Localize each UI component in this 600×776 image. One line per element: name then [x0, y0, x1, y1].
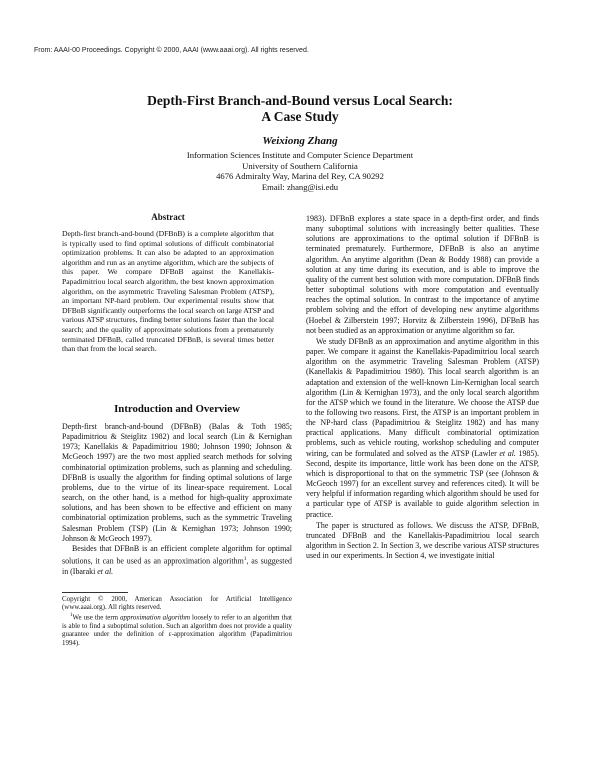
affiliation-university: University of Southern California — [242, 160, 358, 171]
footnote-text-cont: loosely to refer to an algorithm that is able to find a suboptimal solution. Such an algorithm does not provide a quality guarantee under the definition of ε-approximation algorithm (Papadimitriou 1994). — [62, 613, 292, 647]
right-p2-text-cont: 1985). Second, despite its importance, little work has been done on the ATSP, which is disproportional to that on the symmetric TSP (see (Johnson & McGeoch 1997) for an excellent survey and references cited). It will be very helpful if information regarding which algorithm should be used for a particular type of ATSP is available to guide algorithm selection in practice. — [306, 448, 539, 519]
author-affiliation — [0, 150, 600, 192]
footnote-term: approximation algorithm — [120, 613, 191, 622]
intro-paragraph-1: Depth-first branch-and-bound (DFBnB) (Balas & Toth 1985; Papadimitriou & Steiglitz 1982) and local search (Lin & Kernighan 1973; Kanellakis & Papadimitriou 1980; Johnson 1990; Johnson & McGeoch 1997) are the two most applied search methods for solving combinatorial optimization problems, such as planning and scheduling. DFBnB is usually the algorithm for finding optimal solutions of large problems, due to the virtue of its linear-space requirement. Local search, on the other hand, is a method for high-quality approximate solutions, and has been shown to be effective and efficient on many combinatorial optimization problems, such as the symmetric Traveling Salesman Problem (TSP) (Lin & Kernighan 1973; Johnson 1990; Johnson & McGeoch 1997). — [62, 422, 292, 543]
introduction-body — [62, 422, 292, 577]
intro-p2-text: Besides that DFBnB is an efficient complete algorithm for optimal solutions, it can be used as an approximation algorithm — [62, 543, 292, 566]
footnotes — [62, 595, 292, 647]
title-line-2: A Case Study — [261, 109, 339, 124]
footnote-mark: 1 — [70, 612, 73, 618]
et-al-text-right: et al. — [499, 448, 516, 458]
affiliation-email: Email: zhang@isi.edu — [261, 181, 339, 192]
et-al-text: et al. — [97, 566, 114, 576]
author-name: Weixiong Zhang — [262, 135, 338, 147]
right-paragraph-3: The paper is structured as follows. We discuss the ATSP, DFBnB, truncated DFBnB and the Kanellakis-Papadimitriou local search algorithm in Section 2. In Section 3, we describe various ATSP structures used in our experiments. In Section 4, we investigate initial — [306, 520, 539, 561]
section-heading-introduction: Introduction and Overview — [114, 403, 240, 415]
right-paragraph-2 — [306, 337, 539, 520]
abstract-heading: Abstract — [151, 212, 185, 222]
abstract-text: Depth-first branch-and-bound (DFBnB) is a complete algorithm that is typically used to find optimal solutions of difficult combinatorial optimization problems. It can also be adapted to an approximation algorithm and run as an anytime algorithm, which are the subjects of this paper. We compare DFBnB against the Kanellakis-Papadimitriou local search algorithm, the best known approximation algorithm, on the asymmetric Traveling Salesman Problem (ATSP), an important NP-hard problem. Our experimental results show that DFBnB significantly outperforms the local search on large ATSP and various ATSP structures, finding better solutions faster than the local search; and the quality of approximate solutions from a prematurely terminated DFBnB, called truncated DFBnB, is several times better than that from the local search. — [62, 229, 274, 354]
footnote-ref-1: 1 — [243, 556, 247, 563]
affiliation-address: 4676 Admiralty Way, Marina del Rey, CA 90292 — [216, 171, 384, 181]
paper-title — [0, 93, 600, 125]
footnote-1 — [62, 612, 292, 647]
footnote-divider — [62, 592, 128, 593]
copyright-notice: Copyright © 2000, American Association for Artificial Intelligence (www.aaai.org). All rights reserved. — [62, 595, 292, 612]
intro-paragraph-2 — [62, 544, 292, 577]
title-line-1: Depth-First Branch-and-Bound versus Local Search: — [147, 93, 453, 108]
affiliation-institute: Information Sciences Institute and Computer Science Department — [186, 150, 414, 160]
right-column — [306, 214, 539, 561]
intro-p2-text-cont: , as suggested in (Ibaraki — [62, 556, 292, 576]
right-paragraph-1: 1983). DFBnB explores a state space in a depth-first order, and finds many suboptimal solutions with increasingly better qualities. These solutions are approximations to the optimal solution if DFBnB is terminated prematurely. Furthermore, DFBnB is also an anytime algorithm. An anytime algorithm (Dean & Boddy 1988) can provide a solution at any time during its execution, and is able to improve the quality of the current best solution with more computation. DFBnB finds better suboptimal solutions with more computation and eventually reaches the optimal solution. In contrast to the importance of anytime problem solving and the effort of developing new anytime algorithms (Hoebel & Zilberstein 1997; Horvitz & Zilberstein 1996), DFBnB has not been studied as an approximation or anytime algorithm so far. — [306, 214, 539, 335]
footnote-text: We use the term — [72, 613, 121, 622]
right-p2-text: We study DFBnB as an approximation and anytime algorithm in this paper. We compare it against the Kanellakis-Papadimitriou local search algorithm on the asymmetric Traveling Salesman Problem (ATSP) (Kanellakis & Papadimitriou 1980). This local search algorithm is an adaptation and extension of the well-known Lin-Kernighan local search algorithm (Lin & Kernighan 1973), and the only local search algorithm for the ATSP which we found in the literature. We choose the ATSP due to the following two reasons. First, the ATSP is an important problem in the NP-hard class (Papadimitriou & Steiglitz 1982) and has many practical applications. Many difficult combinatorial optimization problems, such as vehicle routing, workshop scheduling and computer wiring, can be formulated and solved as the ATSP (Lawler — [306, 336, 539, 458]
source-line: From: AAAI-00 Proceedings. Copyright © 2000, AAAI (www.aaai.org). All rights reserved. — [34, 47, 309, 54]
